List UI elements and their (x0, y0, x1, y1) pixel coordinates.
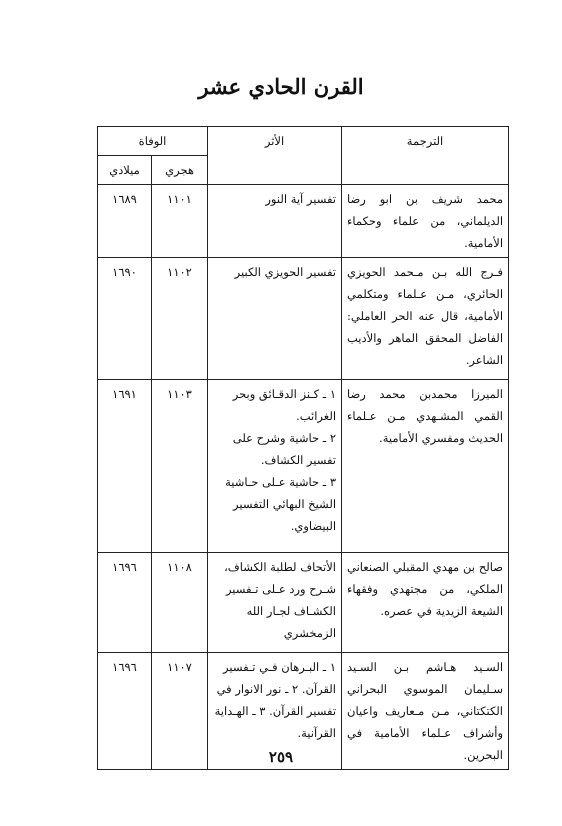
work-item: تفسير آية النور (265, 192, 337, 206)
hijri-cell: ١١٠١ (152, 185, 208, 258)
hijri-cell: ١١٠٧ (152, 653, 208, 770)
bio-cell: الميرزا محمدبن محمد رضا القمي المشـهدي مـن عـلماء الحديث ومفسري الأمامية. (342, 380, 509, 553)
table-row (98, 185, 509, 258)
hijri-cell: ١١٠٣ (152, 380, 208, 553)
bio-cell: صالح بن مهدي المقبلي الصنعاني الملكي، من مجتهدي وفقهاء الشيعة الزيدية في عصره. (342, 553, 509, 653)
work-item: تفسير الحويزي الكبير (234, 265, 337, 279)
miladi-cell: ١٦٩٠ (98, 258, 152, 380)
bio-cell: السـيد هـاشم بـن السـيد سـليمان الموسوي البحراني الكتكتاني، مـن مـعاريف واعيان وأشراف عـلماء الأمامية في البحرين. (342, 653, 509, 770)
bio-cell: فـرج الله بـن مـحمد الحويزي الحائري، مـن عـلماء ومتكلمي الأمامية، قال عنه الحر العاملي: الفاضل المحقق الماهر والأديب الشاعر. (342, 258, 509, 380)
works-cell (208, 258, 342, 380)
page-title: القرن الحادي عشر (198, 74, 364, 99)
work-item: ٢ ـ حاشية وشرح على تفسير الكشاف. (232, 431, 337, 467)
header-athar: الأثر (208, 127, 342, 185)
table-row (98, 380, 509, 553)
bio-cell: محمد شريف بن ابو رضا الديلماني، من علماء وحكماء الأمامية. (342, 185, 509, 258)
biography-table (97, 126, 509, 770)
work-item: الأتحاف لطلبة الكشاف، شـرح ورد عـلى تـفسير الكشـاف لجـار الله الزمخشري (224, 560, 337, 640)
miladi-cell: ١٦٩٦ (98, 553, 152, 653)
work-item: ١ ـ البـرهان فـي تـفسير القرآن. ٢ ـ نور الانوار في تفسير القرآن. ٣ ـ الهـداية القرآنية. (214, 660, 337, 740)
hijri-cell: ١١٠٢ (152, 258, 208, 380)
page-number: ٢٥٩ (268, 748, 294, 766)
header-hijri: هجري (152, 156, 208, 185)
header-wafat: الوفاة (98, 127, 208, 156)
miladi-cell: ١٦٩٦ (98, 653, 152, 770)
miladi-cell: ١٦٩١ (98, 380, 152, 553)
table-row (98, 553, 509, 653)
works-cell (208, 553, 342, 653)
works-cell (208, 185, 342, 258)
table-row (98, 258, 509, 380)
works-cell (208, 380, 342, 553)
work-item: ٣ ـ حاشية عـلى حـاشية الشيخ البهائي التفسير البيضاوي. (225, 475, 337, 533)
work-item: ١ ـ كـنز الدقـائق وبحر الغرائب. (232, 387, 337, 423)
hijri-cell: ١١٠٨ (152, 553, 208, 653)
header-row (98, 127, 509, 156)
header-tarjama: الترجمة (342, 127, 509, 185)
miladi-cell: ١٦٨٩ (98, 185, 152, 258)
header-miladi: ميلادي (98, 156, 152, 185)
